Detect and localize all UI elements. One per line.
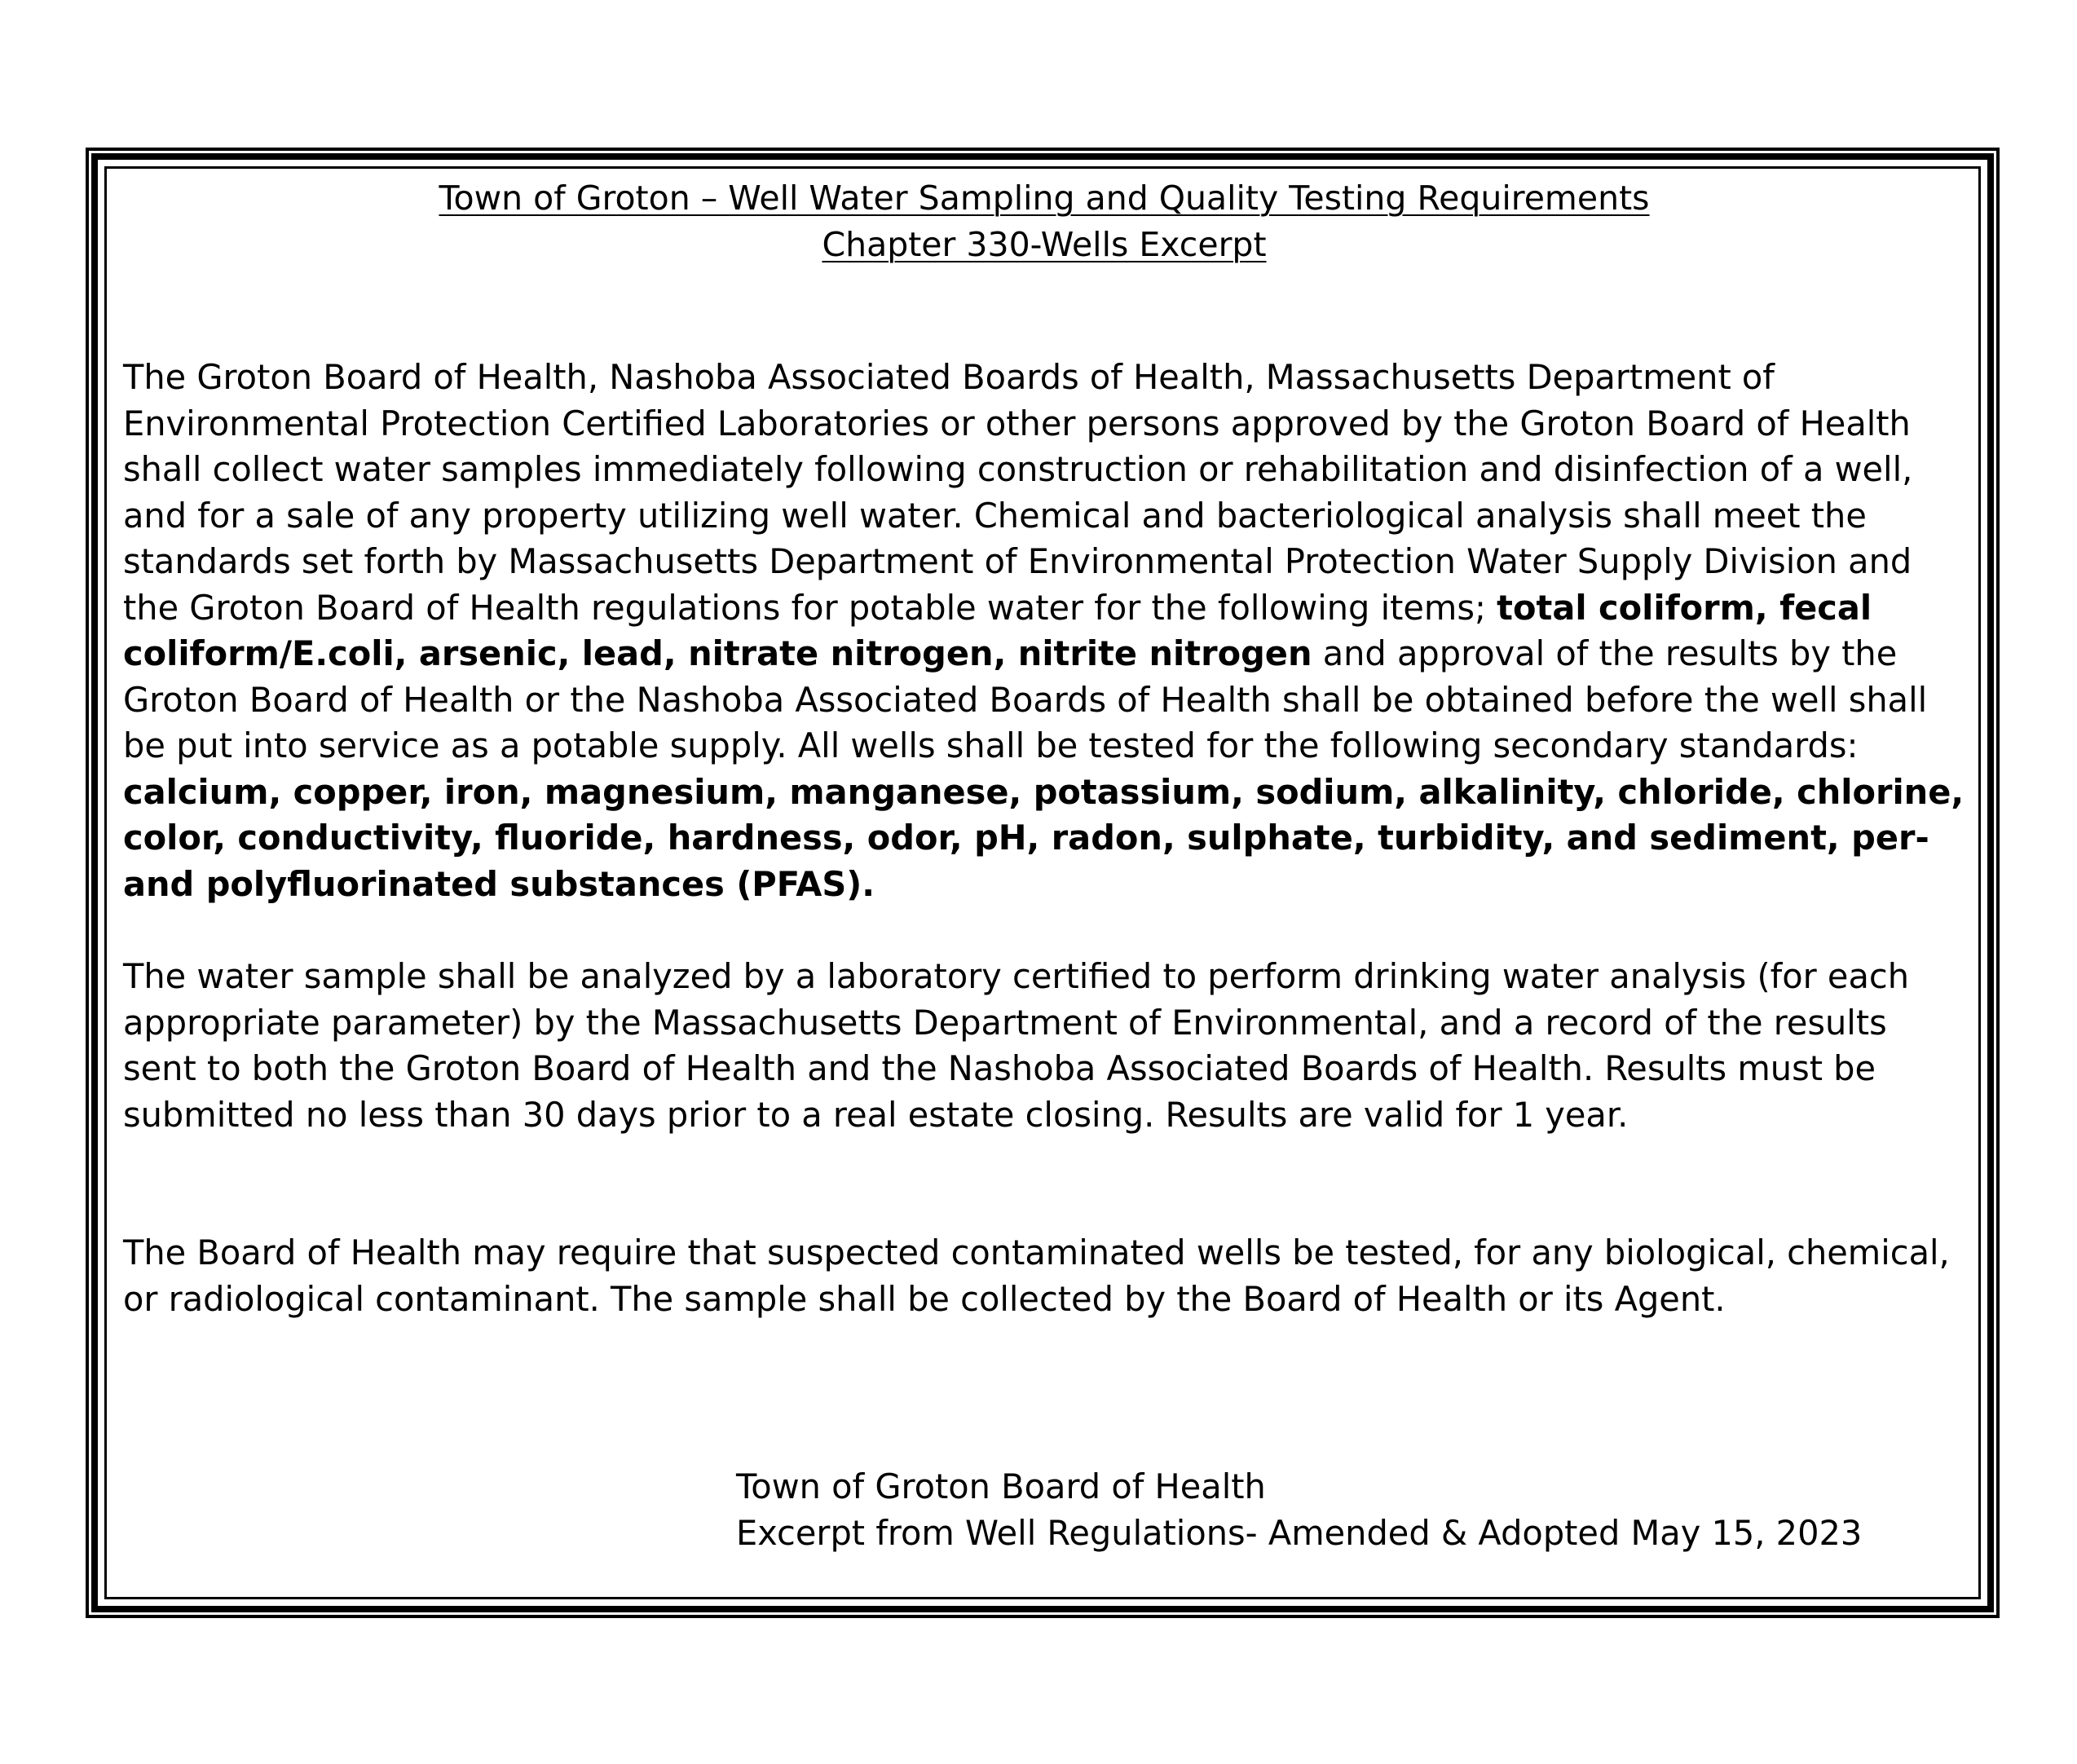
primary-test-items: total coliform, fecal coliform/E.coli, arsenic, lead, nitrate nitrogen, nitrite nitrogen [123, 587, 1872, 673]
paragraph-laboratory: The water sample shall be analyzed by a laboratory certified to perform drinking water analysis (for each appropriate parameter) by the Massachusetts Department of Environmental, and a record of the results sent to both the Groton Board of Health and the Nashoba Associated Boards of Health. Results must be submitted no less than 30 days prior to a real estate closing. Results are valid for 1 year. [123, 956, 1910, 1135]
paragraph-requirements-text-a: The Groton Board of Health, Nashoba Associated Boards of Health, Massachusetts Department of Environmental Protection Certified Laboratories or other persons approved by the Groton Board of Health shall collect water samples immediately following construction or rehabilitation and disinfection of a well, and for a sale of any property utilizing well water. Chemical and bacteriological analysis shall meet the standards set forth by Massachusetts Department of Environmental Protection Water Supply Division and the Groton Board of Health regulations for potable water for the following items; [123, 357, 1913, 628]
signature-block [736, 1463, 1862, 1556]
paragraph-requirements [123, 355, 1965, 907]
title-block [123, 175, 1965, 268]
document-subtitle: Chapter 330-Wells Excerpt [822, 225, 1267, 264]
paragraph-requirements-text-b: and approval of the results by the Groton Board of Health or the Nashoba Associated Boards of Health shall be obtained before the well shall be put into service as a potable supply. All wells shall be tested for the following secondary standards: [123, 633, 1928, 765]
signature-line-1: Town of Groton Board of Health [736, 1466, 1266, 1506]
secondary-test-items: calcium, copper, iron, magnesium, manganese, potassium, sodium, alkalinity, chloride, chlorine, color, conductivity, fluoride, hardness, odor, pH, radon, sulphate, turbidity, and sediment, per-and polyfluorinated substances (PFAS). [123, 771, 1965, 904]
document-body [123, 172, 1965, 1590]
signature-line-2: Excerpt from Well Regulations- Amended & Adopted May 15, 2023 [736, 1513, 1863, 1553]
paragraph-contamination: The Board of Health may require that suspected contaminated wells be tested, for any biological, chemical, or radiological contaminant. The sample shall be collected by the Board of Health or its Agent. [123, 1233, 1950, 1319]
document-title: Town of Groton – Well Water Sampling and Quality Testing Requirements [439, 179, 1650, 218]
